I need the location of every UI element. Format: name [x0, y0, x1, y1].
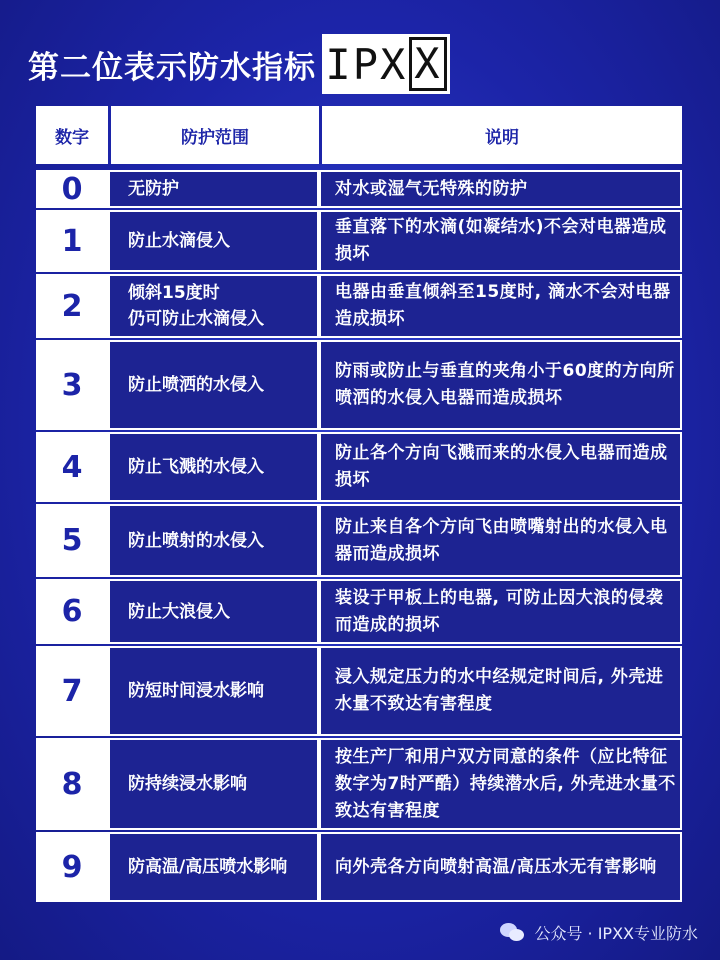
row-range: 防止大浪侵入 — [108, 579, 319, 644]
table-row — [36, 579, 682, 644]
row-digit: 0 — [36, 170, 108, 208]
table-body — [36, 170, 682, 902]
row-range: 防止飞溅的水侵入 — [108, 432, 319, 502]
footer-text: 公众号 · IPXX专业防水 — [534, 924, 698, 943]
row-digit: 9 — [36, 832, 108, 902]
table-row — [36, 504, 682, 577]
row-range: 防止喷洒的水侵入 — [108, 340, 319, 430]
row-desc: 垂直落下的水滴(如凝结水)不会对电器造成损坏 — [319, 210, 682, 272]
table-row — [36, 340, 682, 430]
row-range: 倾斜15度时 仍可防止水滴侵入 — [108, 274, 319, 338]
row-range: 防止水滴侵入 — [108, 210, 319, 272]
table-row — [36, 170, 682, 208]
ipxx-code-badge — [322, 34, 450, 94]
table-row — [36, 274, 682, 338]
waterproof-table — [36, 106, 682, 904]
row-digit: 2 — [36, 274, 108, 338]
table-header — [36, 106, 682, 164]
ipxx-code-prefix: IPX — [325, 39, 408, 89]
table-row — [36, 210, 682, 272]
row-range: 无防护 — [108, 170, 319, 208]
row-desc: 电器由垂直倾斜至15度时, 滴水不会对电器造成损坏 — [319, 274, 682, 338]
table-row — [36, 832, 682, 902]
row-digit: 5 — [36, 504, 108, 577]
row-digit: 3 — [36, 340, 108, 430]
row-digit: 6 — [36, 579, 108, 644]
row-desc: 对水或湿气无特殊的防护 — [319, 170, 682, 208]
footer-attribution — [500, 921, 698, 944]
page-title: 第二位表示防水指标 — [28, 49, 316, 86]
row-range: 防持续浸水影响 — [108, 738, 319, 830]
table-row — [36, 738, 682, 830]
header-range: 防护范围 — [108, 106, 319, 164]
row-range: 防高温/高压喷水影响 — [108, 832, 319, 902]
row-desc: 按生产厂和用户双方同意的条件（应比特征数字为7时严酷）持续潜水后, 外壳进水量不致达有害程度 — [319, 738, 682, 830]
row-digit: 7 — [36, 646, 108, 736]
row-range: 防止喷射的水侵入 — [108, 504, 319, 577]
row-desc: 防雨或防止与垂直的夹角小于60度的方向所喷洒的水侵入电器而造成损坏 — [319, 340, 682, 430]
row-desc: 浸入规定压力的水中经规定时间后, 外壳进水量不致达有害程度 — [319, 646, 682, 736]
title-row — [28, 34, 450, 94]
table-row — [36, 432, 682, 502]
row-digit: 1 — [36, 210, 108, 272]
header-digit: 数字 — [36, 106, 108, 164]
row-digit: 4 — [36, 432, 108, 502]
row-desc: 防止各个方向飞溅而来的水侵入电器而造成损坏 — [319, 432, 682, 502]
row-desc: 向外壳各方向喷射高温/高压水无有害影响 — [319, 832, 682, 902]
row-desc: 防止来自各个方向飞由喷嘴射出的水侵入电器而造成损坏 — [319, 504, 682, 577]
row-desc: 装设于甲板上的电器, 可防止因大浪的侵袭而造成的损坏 — [319, 579, 682, 644]
ipxx-code-boxed-letter: X — [409, 37, 446, 91]
header-desc: 说明 — [319, 106, 682, 164]
wechat-icon — [500, 923, 526, 943]
row-digit: 8 — [36, 738, 108, 830]
row-range: 防短时间浸水影响 — [108, 646, 319, 736]
table-row — [36, 646, 682, 736]
